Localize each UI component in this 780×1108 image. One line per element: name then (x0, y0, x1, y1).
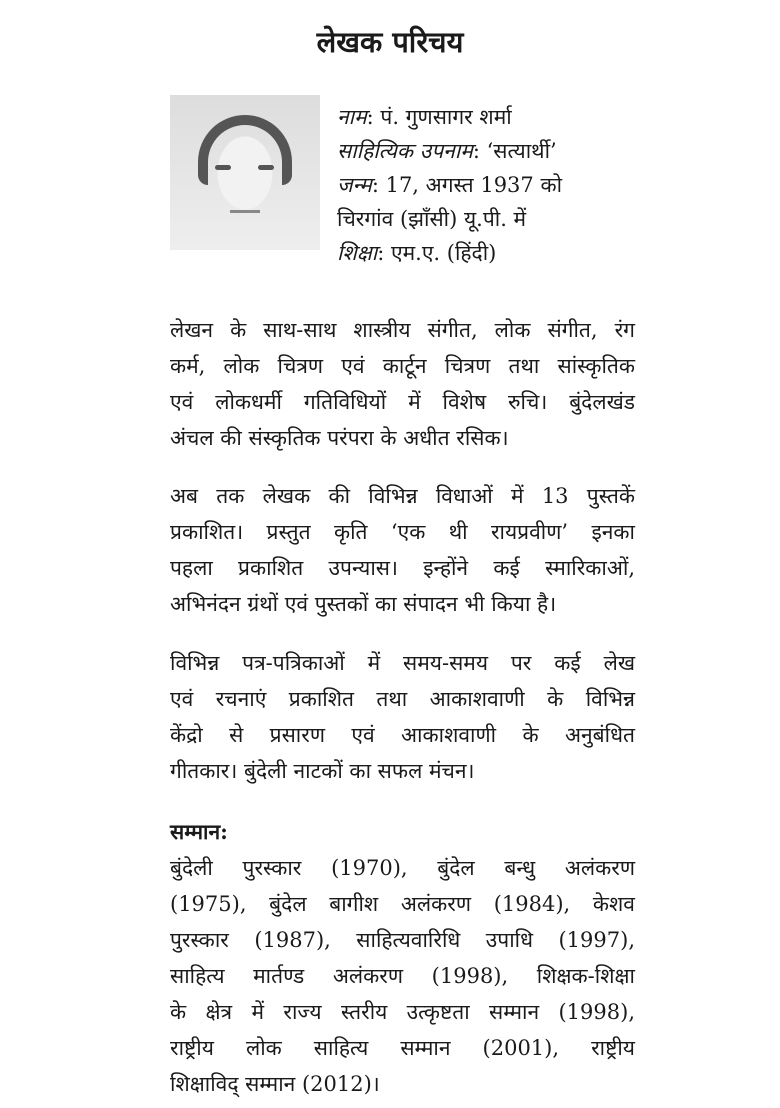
author-info (337, 100, 627, 270)
page-title: लेखक परिचय (316, 25, 464, 59)
honors-heading: सम्मान: (170, 819, 228, 844)
birth-place: चिरगांव (झाँसी) यू.पी. में (337, 207, 527, 231)
author-photo (170, 95, 320, 250)
paragraph-broadcasts: विभिन्न पत्र-पत्रिकाओं में समय-समय पर कई लेख एवं रचनाएं प्रकाशित तथा आकाशवाणी के विभिन्न केंद्रो से प्रसारण एवं आकाशवाणी के अनुबंधित गीतकार। बुंदेली नाटकों का सफल मंचन। (170, 651, 635, 783)
pen-name-row: साहित्यिक उपनाम: ‘सत्यार्थी’ (337, 139, 557, 163)
honors-list: बुंदेली पुरस्कार (1970), बुंदेल बन्धु अलंकरण (1975), बुंदेल बागीश अलंकरण (1984), केशव पुरस्कार (1987), साहित्यवारिधि उपाधि (1997), साहित्य मार्तण्ड अलंकरण (1998), शिक्षक-शिक्षा के क्षेत्र में राज्य स्तरीय उत्कृष्टता सम्मान (1998), राष्ट्रीय लोक साहित्य सम्मान (2001), राष्ट्रीय शिक्षाविद् सम्मान (2012)। (170, 856, 635, 1096)
name-row: नाम: पं. गुणसागर शर्मा (337, 105, 512, 129)
paragraph-interests: लेखन के साथ-साथ शास्त्रीय संगीत, लोक संगीत, रंग कर्म, लोक चित्रण एवं कार्टून चित्रण तथा सांस्कृतिक एवं लोकधर्मी गतिविधियों में विशेष रुचि। बुंदेलखंड अंचल की संस्कृतिक परंपरा के अधीत रसिक। (170, 318, 635, 450)
paragraph-publications: अब तक लेखक की विभिन्न विधाओं में 13 पुस्तकें प्रकाशित। प्रस्तुत कृति ‘एक थी रायप्रवीण’ इनका पहला प्रकाशित उपन्यास। इन्होंने कई स्मारिकाओं, अभिनंदन ग्रंथों एवं पुस्तकों का संपादन भी किया है। (170, 484, 635, 616)
education-row: शिक्षा: एम.ए. (हिंदी) (337, 241, 497, 265)
birth-row: जन्म: 17, अगस्त 1937 को (337, 173, 563, 197)
